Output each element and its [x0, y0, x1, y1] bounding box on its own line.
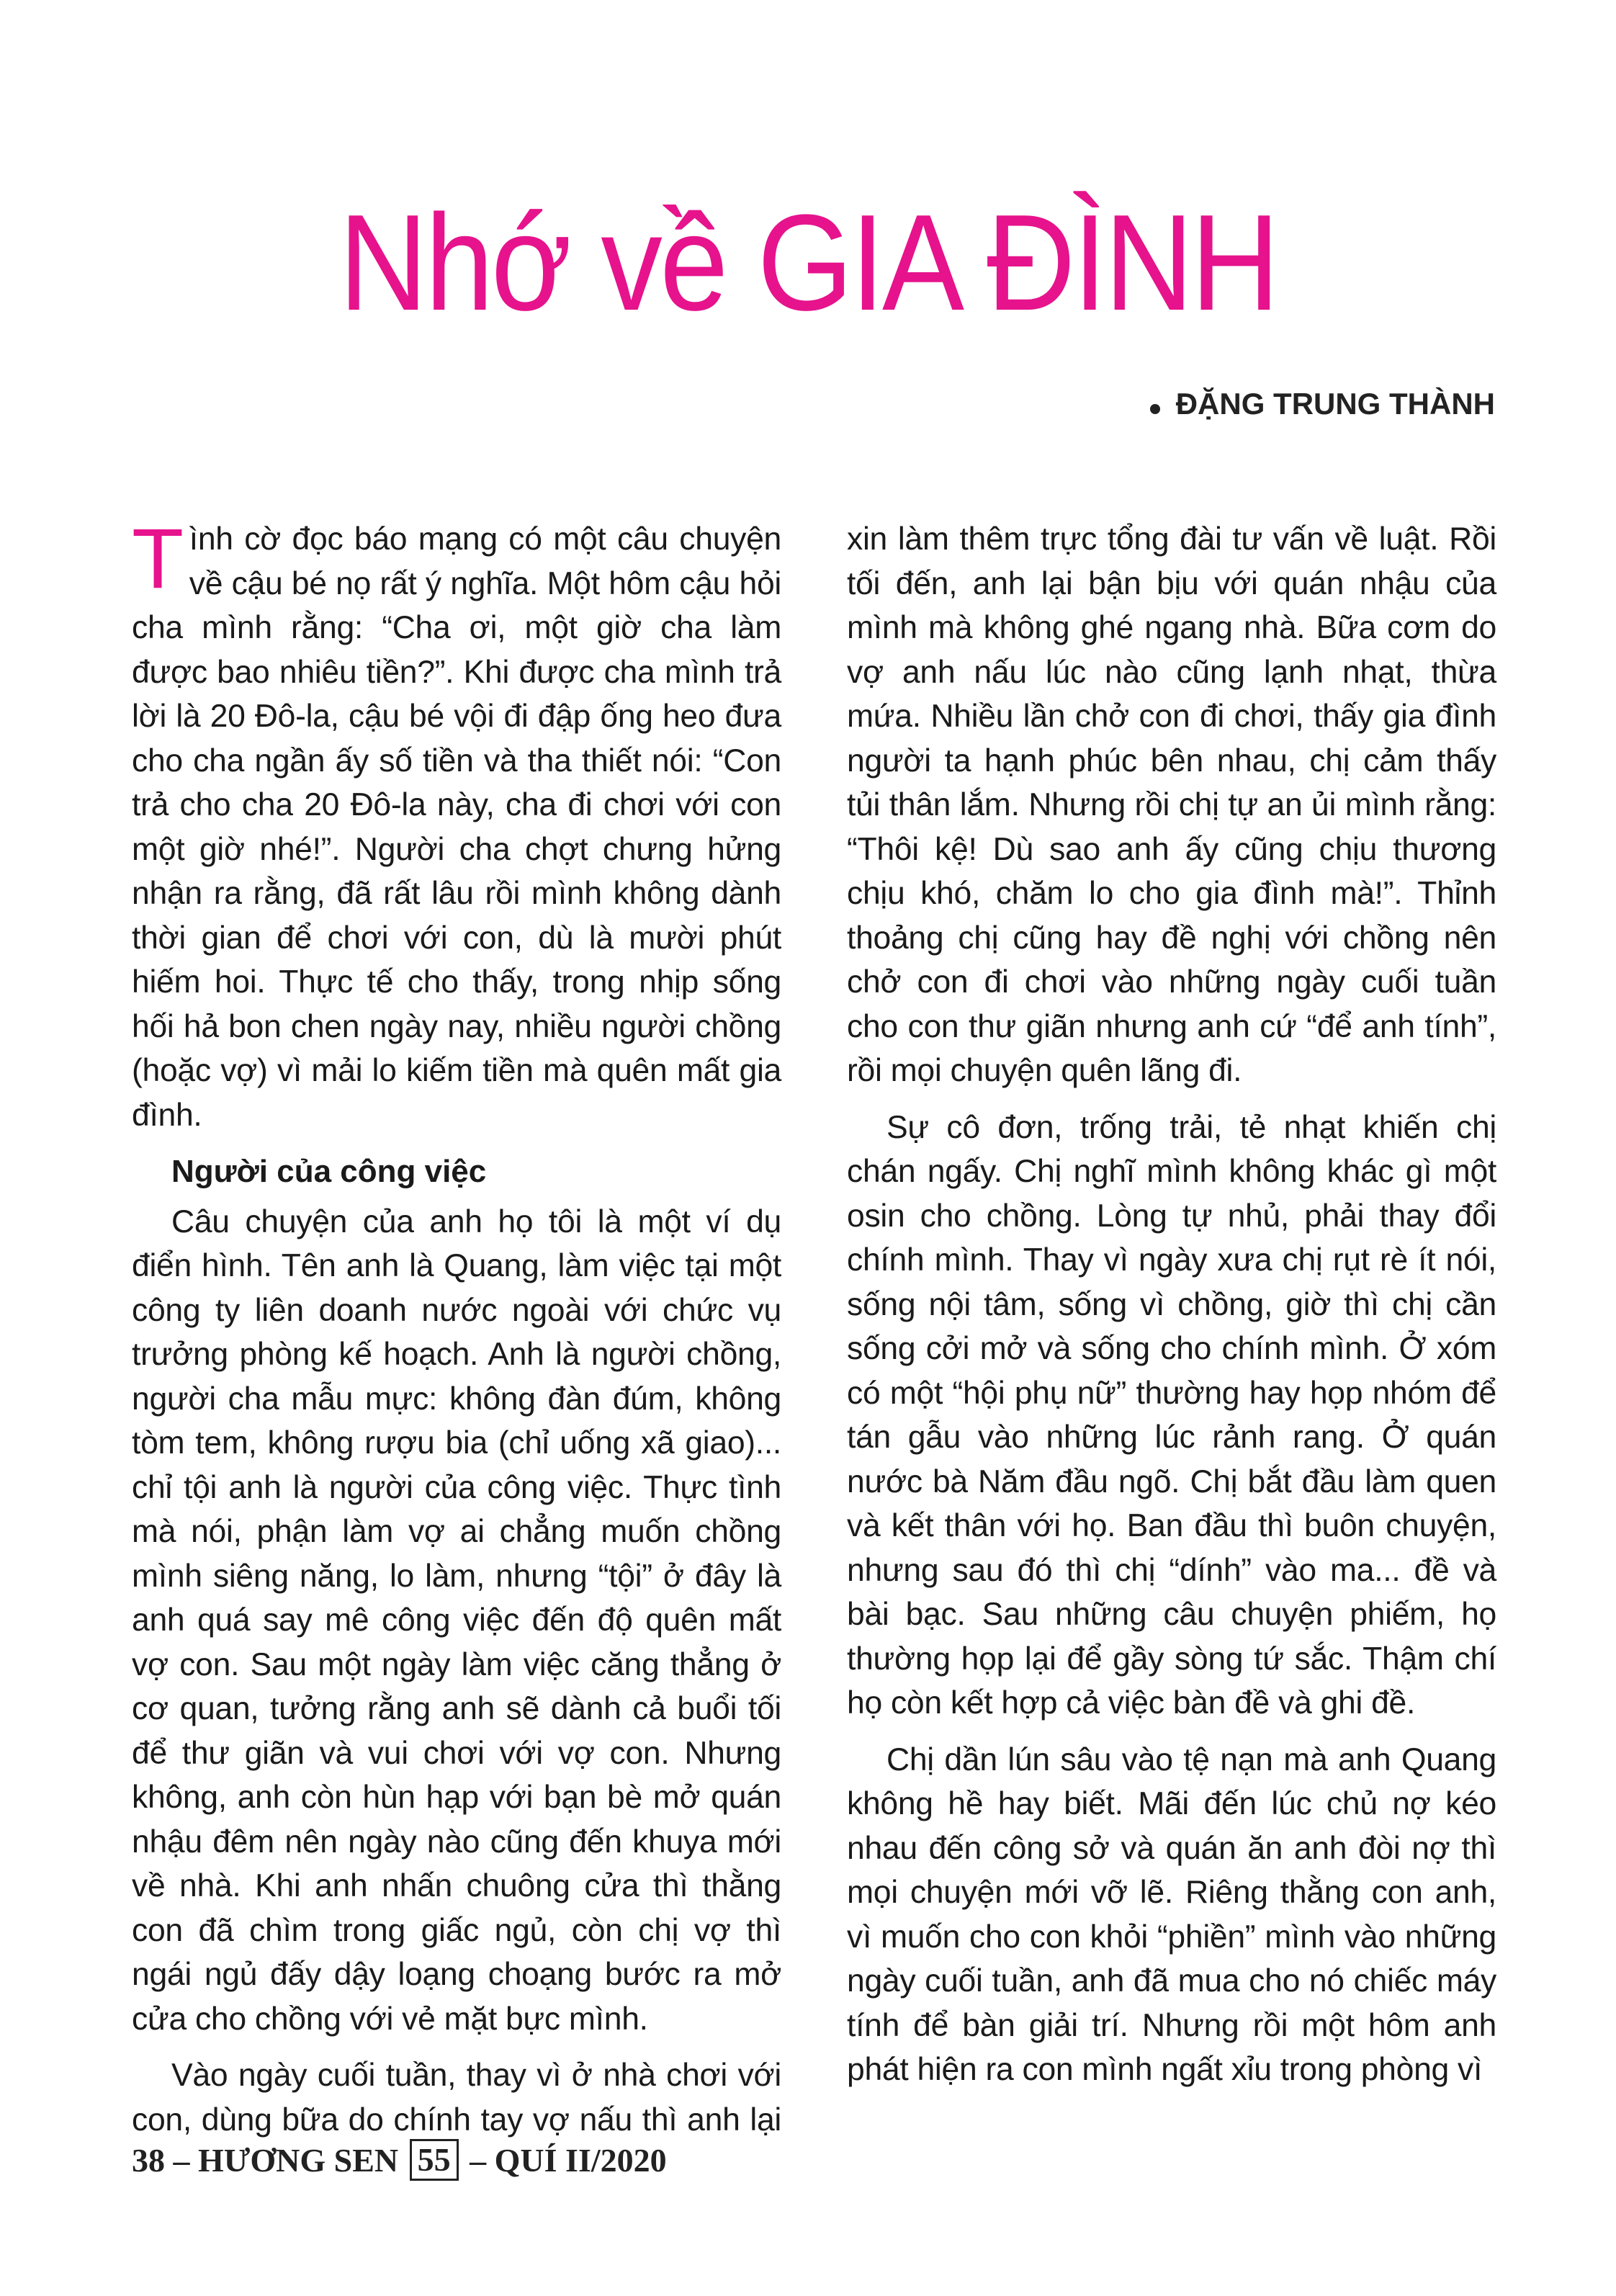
author-name: ĐẶNG TRUNG THÀNH — [1175, 387, 1495, 421]
issue-number: 55 — [410, 2139, 459, 2181]
page-number: 38 — [132, 2141, 165, 2179]
period: QUÍ II/2020 — [494, 2141, 667, 2179]
bullet-icon — [1150, 404, 1160, 414]
paragraph-1: Câu chuyện của anh họ tôi là một ví dụ điển hình. Tên anh là Quang, làm việc tại một công ty liên doanh nước ngoài với chức vụ trưởng phòng kế hoạch. Anh là người chồng, người cha mẫu mực: không đàn đúm, không tòm tem, không rượu bia (chỉ uống xã giao)... chỉ tội anh là người của công việc. Thực tình mà nói, phận làm vợ ai chẳng muốn chồng mình siêng năng, lo làm, nhưng “tội” ở đây là anh quá say mê công việc đến độ quên mất vợ con. Sau một ngày làm việc căng thẳng ở cơ quan, tưởng rằng anh sẽ dành cả buổi tối để thư giãn và vui chơi với vợ con. Nhưng không, anh còn hùn hạp với bạn bè mở quán nhậu đêm nên ngày nào cũng đến khuya mới về nhà. Khi anh nhấn chuông cửa thì thằng con đã chìm trong giấc ngủ, còn chị vợ thì ngái ngủ đấy dậy loạng choạng bước ra mở cửa cho chồng với vẻ mặt bực mình. — [132, 1203, 781, 2037]
column-left — [132, 511, 781, 2138]
intro-paragraph — [132, 511, 781, 1137]
article-title: Nhớ về GIA ĐÌNH — [338, 187, 1278, 339]
footer-dash-2: – — [470, 2141, 487, 2179]
magazine-name: HƯƠNG SEN — [198, 2141, 399, 2179]
paragraph-2: Vào ngày cuối tuần, thay vì ở nhà chơi với con, dùng bữa do chính tay vợ nấu thì anh lại — [132, 2058, 781, 2138]
subheading: Người của công việc — [171, 1154, 487, 1189]
footer-dash: – — [173, 2141, 190, 2179]
paragraph-2-continued: xin làm thêm trực tổng đài tư vấn về luật. Rồi tối đến, anh lại bận bịu với quán nhậu của mình mà không ghé ngang nhà. Bữa cơm do vợ anh nấu lúc nào cũng lạnh nhạt, thừa mứa. Nhiều lần chở con đi chơi, thấy gia đình người ta hạnh phúc bên nhau, chị cảm thấy tủi thân lắm. Nhưng rồi chị tự an ủi mình rằng: “Thôi kệ! Dù sao anh ấy cũng chịu thương chịu khó, chăm lo cho gia đình mà!”. Thỉnh thoảng chị cũng hay đề nghị với chồng nên chở con đi chơi vào những ngày cuối tuần cho con thư giãn nhưng anh cứ “để anh tính”, rồi mọi chuyện quên lãng đi. — [847, 521, 1496, 1088]
paragraph-3: Sự cô đơn, trống trải, tẻ nhạt khiến chị chán ngấy. Chị nghĩ mình không khác gì một osin cho chồng. Lòng tự nhủ, phải thay đổi chính mình. Thay vì ngày xưa chị rụt rè ít nói, sống nội tâm, sống vì chồng, giờ thì chị cần sống cởi mở và sống cho chính mình. Ở xóm có một “hội phụ nữ” thường hay họp nhóm để tán gẫu vào những lúc rảnh rang. Ở quán nước bà Năm đầu ngõ. Chị bắt đầu làm quen và kết thân với họ. Ban đầu thì buôn chuyện, nhưng sau đó thì chị “dính” vào ma... đề và bài bạc. Sau những câu chuyện phiếm, họ thường họp lại để gầy sòng tứ sắc. Thậm chí họ còn kết hợp cả việc bàn đề và ghi đề. — [847, 1109, 1496, 1721]
column-right — [847, 517, 1496, 2094]
page-footer — [132, 2139, 667, 2181]
byline — [1150, 387, 1495, 421]
article-body — [132, 511, 1496, 2138]
dropcap: T — [132, 511, 184, 606]
intro-text: ình cờ đọc báo mạng có một câu chuyện về cậu bé nọ rất ý nghĩa. Một hôm cậu hỏi cha mình rằng: “Cha ơi, một giờ cha làm được bao nhiêu tiền?”. Khi được cha mình trả lời là 20 Đô-la, cậu bé vội đi đập ống heo đưa cho cha ngần ấy số tiền và tha thiết nói: “Con trả cho cha 20 Đô-la này, cha đi chơi với con một giờ nhé!”. Người cha chợt chưng hửng nhận ra rằng, đã rất lâu rồi mình không dành thời gian để chơi với con, dù là mười phút hiếm hoi. Thực tế cho thấy, trong nhịp sống hối hả bon chen ngày nay, nhiều người chồng (hoặc vợ) vì mải lo kiếm tiền mà quên mất gia đình. — [132, 521, 781, 1133]
paragraph-4: Chị dần lún sâu vào tệ nạn mà anh Quang không hề hay biết. Mãi đến lúc chủ nợ kéo nhau đến công sở và quán ăn anh đòi nợ thì mọi chuyện mới vỡ lẽ. Riêng thằng con anh, vì muốn cho con khỏi “phiền” mình vào những ngày cuối tuần, anh đã mua cho nó chiếc máy tính để bàn giải trí. Nhưng rồi một hôm anh phát hiện ra con mình ngất xỉu trong phòng vì — [847, 1741, 1496, 2087]
